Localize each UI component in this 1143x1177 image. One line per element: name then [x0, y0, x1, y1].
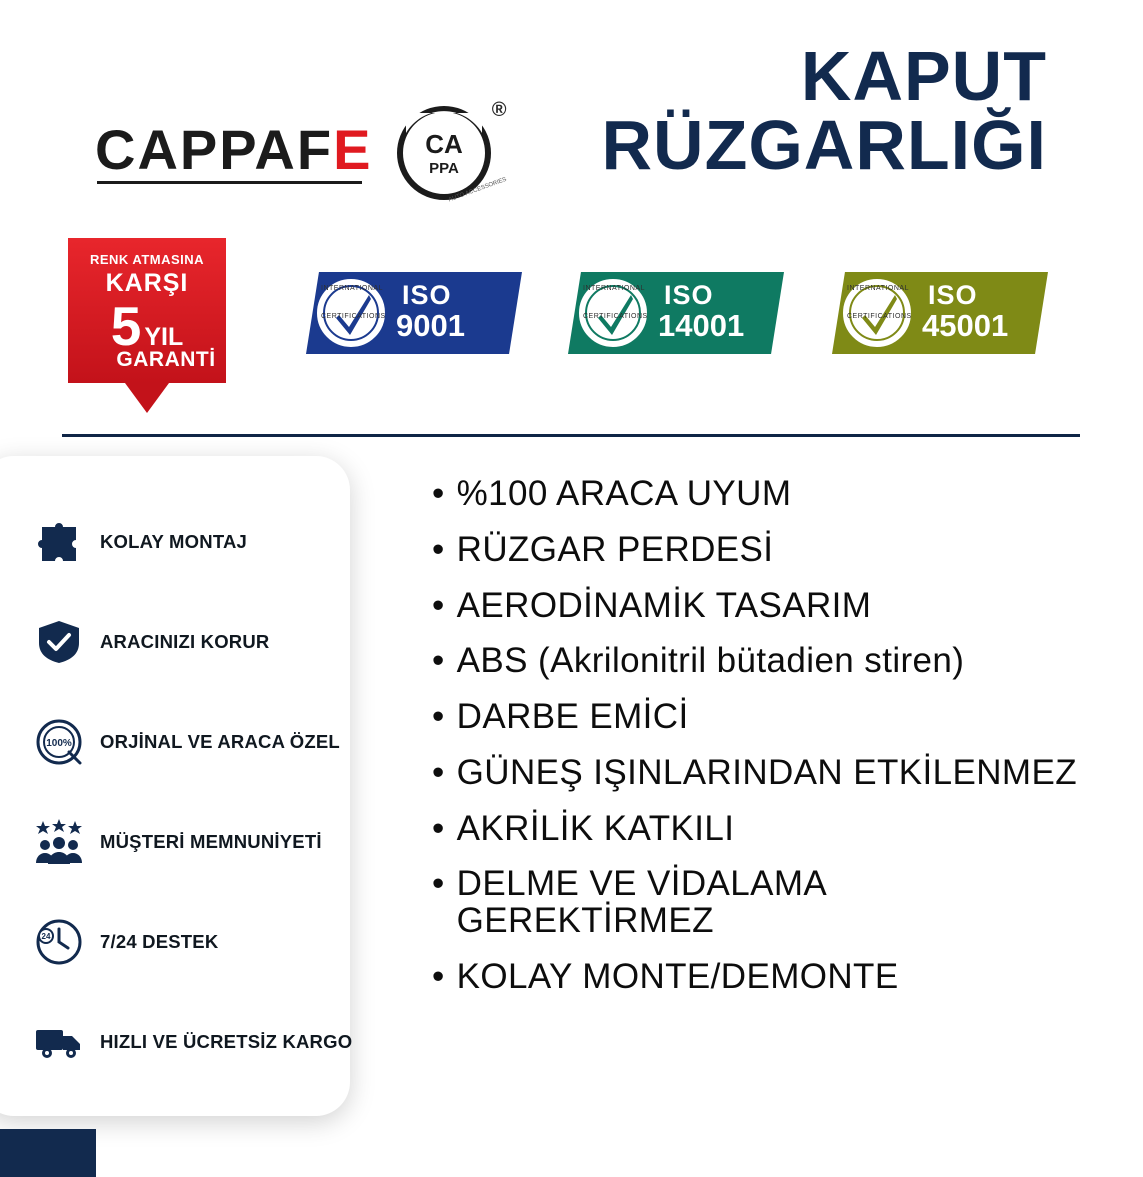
- shield-check-icon: [32, 615, 86, 669]
- truck-icon: [32, 1015, 86, 1069]
- brand-emblem: [390, 95, 508, 205]
- svg-text:24: 24: [41, 932, 51, 941]
- list-item: [432, 866, 1092, 940]
- iso-badge-label: ISO: [402, 280, 452, 310]
- bullet-text: RÜZGAR PERDESİ: [456, 529, 774, 569]
- svg-text:PPA: PPA: [429, 160, 460, 177]
- warranty-badge-pointer: [125, 383, 169, 413]
- iso-badge-micro-top: INTERNATIONAL: [321, 285, 383, 292]
- bullet-text: AKRİLİK KATKILI: [456, 808, 735, 848]
- feature-label: HIZLI VE ÜCRETSİZ KARGO: [100, 1031, 353, 1052]
- list-item: [432, 699, 1092, 736]
- warranty-badge-line2: KARŞI: [105, 269, 189, 297]
- warranty-badge-unit: YIL: [144, 323, 184, 351]
- corner-accent-block: [0, 1129, 96, 1177]
- brand-wordmark-main: CAPPAF: [95, 118, 334, 181]
- feature-item-orjinal-araca-ozel: [0, 692, 350, 792]
- bullet-text: %100 ARACA UYUM: [456, 474, 792, 513]
- list-item: [432, 752, 1092, 792]
- iso-badge-micro-bottom: CERTIFICATIONS: [583, 313, 648, 320]
- warranty-badge: [68, 238, 226, 383]
- svg-text:CA: CA: [425, 129, 464, 159]
- feature-item-aracinizi-korur: [0, 592, 350, 692]
- bullet-text: DELME VE VİDALAMA GEREKTİRMEZ: [456, 864, 826, 940]
- bullet-marker: •: [432, 864, 445, 904]
- iso-badge-9001: [306, 272, 522, 354]
- page-title-line1: KAPUT: [800, 37, 1047, 115]
- hundred-percent-icon: [32, 715, 86, 769]
- iso-badge-number: 9001: [396, 308, 465, 343]
- iso-badge-45001: [832, 272, 1048, 354]
- svg-text:100%: 100%: [46, 738, 72, 749]
- bullet-marker: •: [432, 956, 445, 996]
- warranty-badge-line1: RENK ATMASINA: [89, 252, 205, 267]
- bullet-marker: •: [432, 697, 445, 736]
- iso-badge-ring: [314, 276, 388, 350]
- customers-stars-icon: [32, 815, 86, 869]
- iso-badge-label: ISO: [664, 280, 714, 310]
- feature-label: ORJİNAL VE ARACA ÖZEL: [100, 731, 340, 752]
- feature-item-724-destek: [0, 892, 350, 992]
- bullet-marker: •: [432, 474, 445, 513]
- iso-badge-number: 14001: [658, 308, 745, 343]
- iso-badge-ring: [576, 276, 650, 350]
- list-item: [432, 529, 1092, 569]
- list-item: [432, 585, 1092, 625]
- bullet-text: AERODİNAMİK TASARIM: [456, 585, 872, 625]
- list-item: [432, 476, 1092, 513]
- bullet-marker: •: [432, 641, 445, 681]
- bullet-marker: •: [432, 585, 445, 625]
- bullet-marker: •: [432, 752, 445, 792]
- feature-label: ARACINIZI KORUR: [100, 631, 270, 652]
- warranty-badge-number: 5: [110, 295, 142, 357]
- clock-24-icon: [32, 915, 86, 969]
- bullet-marker: •: [432, 808, 445, 848]
- bullet-text: DARBE EMİCİ: [456, 697, 689, 736]
- iso-badge-micro-top: INTERNATIONAL: [583, 285, 645, 292]
- iso-badge-micro-bottom: CERTIFICATIONS: [321, 313, 386, 320]
- list-item: [432, 808, 1092, 848]
- feature-item-musteri-memnuniyeti: [0, 792, 350, 892]
- bullet-marker: •: [432, 529, 445, 569]
- brand-logo: [95, 95, 585, 205]
- iso-badge-micro-bottom: CERTIFICATIONS: [847, 313, 912, 320]
- bullet-text: GÜNEŞ IŞINLARINDAN ETKİLENMEZ: [456, 752, 1077, 792]
- feature-label: 7/24 DESTEK: [100, 931, 219, 952]
- brand-wordmark-accent: E: [333, 118, 373, 181]
- svg-text:AUTO ACCESSORIES: AUTO ACCESSORIES: [448, 176, 508, 204]
- section-divider: [62, 434, 1080, 437]
- feature-item-hizli-ucretsiz-kargo: [0, 992, 353, 1092]
- features-card: [0, 456, 353, 1116]
- warranty-badge-line3: GARANTİ: [116, 348, 216, 371]
- iso-badge-row: [306, 272, 1066, 362]
- page-title: [601, 37, 1047, 184]
- feature-label: KOLAY MONTAJ: [100, 531, 247, 552]
- iso-badge-14001: [568, 272, 784, 354]
- iso-badge-label: ISO: [928, 280, 978, 310]
- page-title-line2: RÜZGARLIĞI: [601, 105, 1047, 184]
- bullet-text: ABS (Akrilonitril bütadien stiren): [456, 641, 965, 681]
- list-item: [432, 956, 1092, 996]
- feature-label: MÜŞTERİ MEMNUNİYETİ: [100, 831, 322, 852]
- puzzle-icon: [32, 515, 86, 569]
- registered-mark: ®: [491, 99, 507, 121]
- bullet-text: KOLAY MONTE/DEMONTE: [456, 956, 899, 996]
- feature-bullet-list: [432, 476, 1092, 1015]
- iso-badge-ring: [840, 276, 914, 350]
- list-item: [432, 643, 1092, 680]
- feature-item-kolay-montaj: [0, 492, 350, 592]
- iso-badge-micro-top: INTERNATIONAL: [847, 285, 909, 292]
- iso-badge-number: 45001: [922, 308, 1009, 343]
- brand-wordmark: [95, 118, 373, 181]
